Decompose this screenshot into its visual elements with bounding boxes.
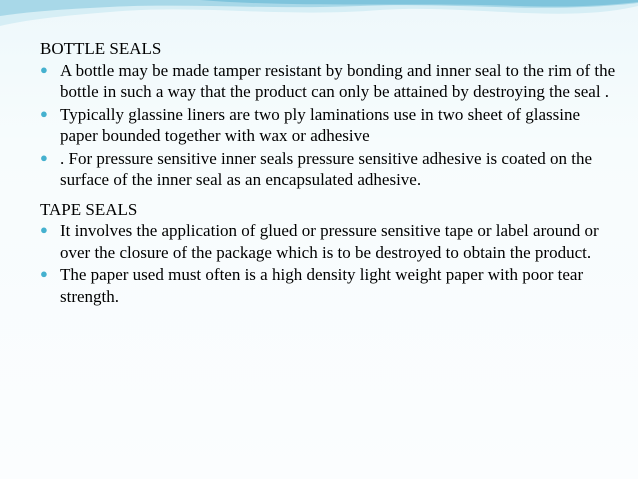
bullet-text: Typically glassine liners are two ply laminations use in two sheet of glassine paper bounded together with wax or adhesive	[60, 104, 581, 145]
section-heading-tape-seals: TAPE SEALS	[40, 199, 138, 219]
bullet-item	[40, 148, 620, 191]
bullet-item	[40, 264, 620, 307]
filled-circle-icon: ●	[40, 266, 48, 281]
bullet-item	[40, 104, 620, 147]
filled-circle-icon: ●	[40, 222, 48, 237]
bullet-text: It involves the application of glued or pressure sensitive tape or label around or over the closure of the package which is to be destroyed to obtain the product.	[60, 221, 599, 262]
wave-decoration	[0, 0, 638, 40]
bullet-text: . For pressure sensitive inner seals pressure sensitive adhesive is coated on the surface of the inner seal as an encapsulated adhesive.	[60, 148, 593, 189]
slide-content	[40, 38, 620, 308]
section-heading-bottle-seals: BOTTLE SEALS	[40, 39, 162, 58]
bullet-item	[40, 60, 620, 103]
filled-circle-icon: ●	[40, 149, 48, 165]
filled-circle-icon: ●	[40, 61, 48, 77]
bullet-text: A bottle may be made tamper resistant by bonding and inner seal to the rim of the bottle in such a way that the product can only be attained by destroying the seal .	[60, 60, 616, 101]
bullet-item	[40, 220, 620, 263]
filled-circle-icon: ●	[40, 105, 48, 121]
bullet-text: The paper used must often is a high density light weight paper with poor tear strength.	[60, 265, 584, 306]
